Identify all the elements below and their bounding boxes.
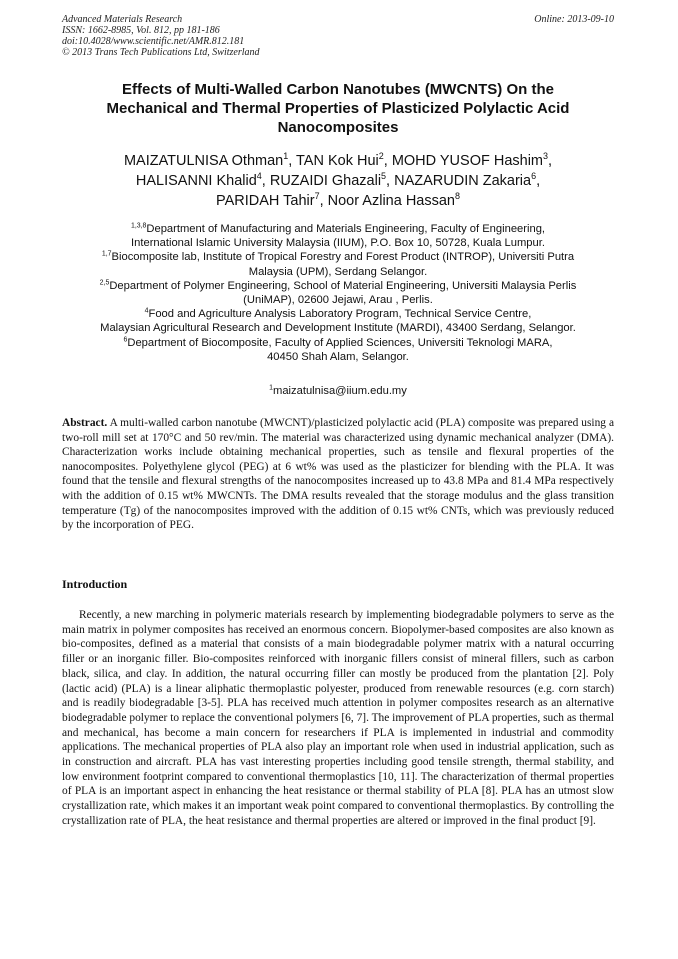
author: PARIDAH Tahir$^7$ xyxy=(216,191,320,209)
email-address[interactable]: maizatulnisa@iium.edu.my xyxy=(273,385,407,397)
author-list xyxy=(62,151,614,211)
section-heading: Introduction xyxy=(62,577,128,591)
author: TAN Kok Hui$^2$ xyxy=(296,151,384,169)
journal-issn: ISSN: 1662-8985, Vol. 812, pp 181-186 xyxy=(62,25,220,36)
journal-doi: doi:10.4028/www.scientific.net/AMR.812.181 xyxy=(62,36,245,47)
online-date: Online: 2013-09-10 xyxy=(534,14,614,25)
affiliation-line: $^{1,3,8}$Department of Manufacturing and Materials Engineering, Faculty of Engineering, xyxy=(130,222,546,235)
author-line: PARIDAH Tahir$^7$, Noor Azlina Hassan$^8$ xyxy=(216,191,460,209)
title-line: Effects of Multi-Walled Carbon Nanotubes (MWCNTS) On the xyxy=(122,81,554,98)
title-line: Nanocomposites xyxy=(277,119,399,136)
affiliation-list xyxy=(62,222,614,364)
author-line: HALISANNI Khalid$^4$, RUZAIDI Ghazali$^5$, NAZARUDIN Zakaria$^6$, xyxy=(135,171,541,189)
affiliation-line: International Islamic University Malaysia (IIUM), P.O. Box 10, 50728, Kuala Lumpur. xyxy=(131,237,545,250)
journal-header xyxy=(62,14,422,58)
author: NAZARUDIN Zakaria$^6$ xyxy=(394,171,537,189)
affiliation-line: $^4$Food and Agriculture Analysis Laboratory Program, Technical Service Centre, xyxy=(144,307,532,321)
affiliation-line: (UniMAP), 02600 Jejawi, Arau , Perlis. xyxy=(243,294,433,307)
contact-email: $^1$maizatulnisa@iium.edu.my xyxy=(269,384,407,397)
abstract-label: Abstract. xyxy=(62,417,108,429)
affiliation-line: Malaysian Agricultural Research and Development Institute (MARDI), 43400 Serdang, Selangor. xyxy=(100,322,576,335)
journal-name: Advanced Materials Research xyxy=(62,14,183,25)
title-line: Mechanical and Thermal Properties of Plasticized Polylactic Acid xyxy=(106,100,570,117)
author: Noor Azlina Hassan$^8$ xyxy=(327,191,460,209)
journal-copyright: © 2013 Trans Tech Publications Ltd, Switzerland xyxy=(62,47,260,58)
affiliation-line: $^6$Department of Biocomposite, Faculty of Applied Sciences, Universiti Teknologi MARA, xyxy=(123,335,553,349)
affiliation-line: 40450 Shah Alam, Selangor. xyxy=(267,350,409,363)
abstract-text: A multi-walled carbon nanotube (MWCNT)/plasticized polylactic acid (PLA) composite was prepared using a two-roll mill set at 170°C and 50 rev/min. The material was characterized using dynamic mechanical analyzer (DMA). Characterization works include obtaining mechanical properties, such as tensile and flexural properties of the nanocomposites. Polyethylene glycol (PEG) at 6 wt% was used as the plasticizer for blending with the PLA. It was found that the tensile and flexural strengths of the nanocomposites increased up to 43.8 MPa and 81.4 MPa respectively with the addition of 0.15 wt% MWCNTs. The DMA results revealed that the storage modulus and the glass transition temperature (Tg) of the nanocomposites improved with the addition of 0.15 wt% CNTs, which was previously reduced by the incorporation of PEG. xyxy=(62,417,614,532)
affiliation-line: $^{1,7}$Biocomposite lab, Institute of Tropical Forestry and Forest Product (INTROP), Universiti Putra xyxy=(101,250,575,264)
author: MOHD YUSOF Hashim$^3$ xyxy=(391,151,549,169)
affiliation-line: Malaysia (UPM), Serdang Selangor. xyxy=(248,265,428,278)
author: RUZAIDI Ghazali$^5$ xyxy=(269,171,387,189)
author: HALISANNI Khalid$^4$ xyxy=(135,171,262,189)
author-line: MAIZATULNISA Othman$^1$, TAN Kok Hui$^2$, MOHD YUSOF Hashim$^3$, xyxy=(123,151,553,169)
abstract xyxy=(62,416,614,533)
affiliation-line: $^{2,5}$Department of Polymer Engineering, School of Material Engineering, Universiti Malaysia Perlis xyxy=(99,279,577,292)
author: MAIZATULNISA Othman$^1$ xyxy=(123,151,289,169)
introduction-paragraph: Recently, a new marching in polymeric materials research by implementing biodegradable polymers to serve as the main matrix in polymer composites has received an enormous concern. Biopolymer-based composites are also known as bio-composites, defined as a material that consists of a main biodegradable polymer matrix with a natural occurring filler or an inorganic filler. Bio-composites reinforced with inorganic fillers consist of mineral fillers, such as carbon black, silica, and clay. In addition, the natural occurring filler can mostly be produced from the plantation [2]. Poly (lactic acid) (PLA) is a linear aliphatic thermoplastic polyester, produced from renewable resources (e.g. corn starch) and is readily biodegradable [3-5]. PLA has received much attention in polymer composites research as an alternative biodegradable polymer to replace the conventional polymers [6, 7]. The improvement of PLA properties, such as thermal and mechanical, has become a main concern for researchers if PLA is implemented in industrial and commodity applications. The mechanical properties of PLA also play an important role when used in industrial application, such as in construction and aircraft. PLA has vast interesting properties including good tensile strength, thermal stability, and low environment footprint compared to conventional thermoplastics [10, 11]. The characterization of thermal properties of PLA is an important aspect in enhancing the heat resistance or thermal stability of PLA [8]. PLA has an utmost slow crystallization rate, which makes it an important weak point compared to conventional thermoplastics. By controlling the crystallization rate of PLA, the heat resistance and thermal properties are altered or improved in the final product [9]. xyxy=(62,609,614,827)
paper-title xyxy=(62,80,614,137)
